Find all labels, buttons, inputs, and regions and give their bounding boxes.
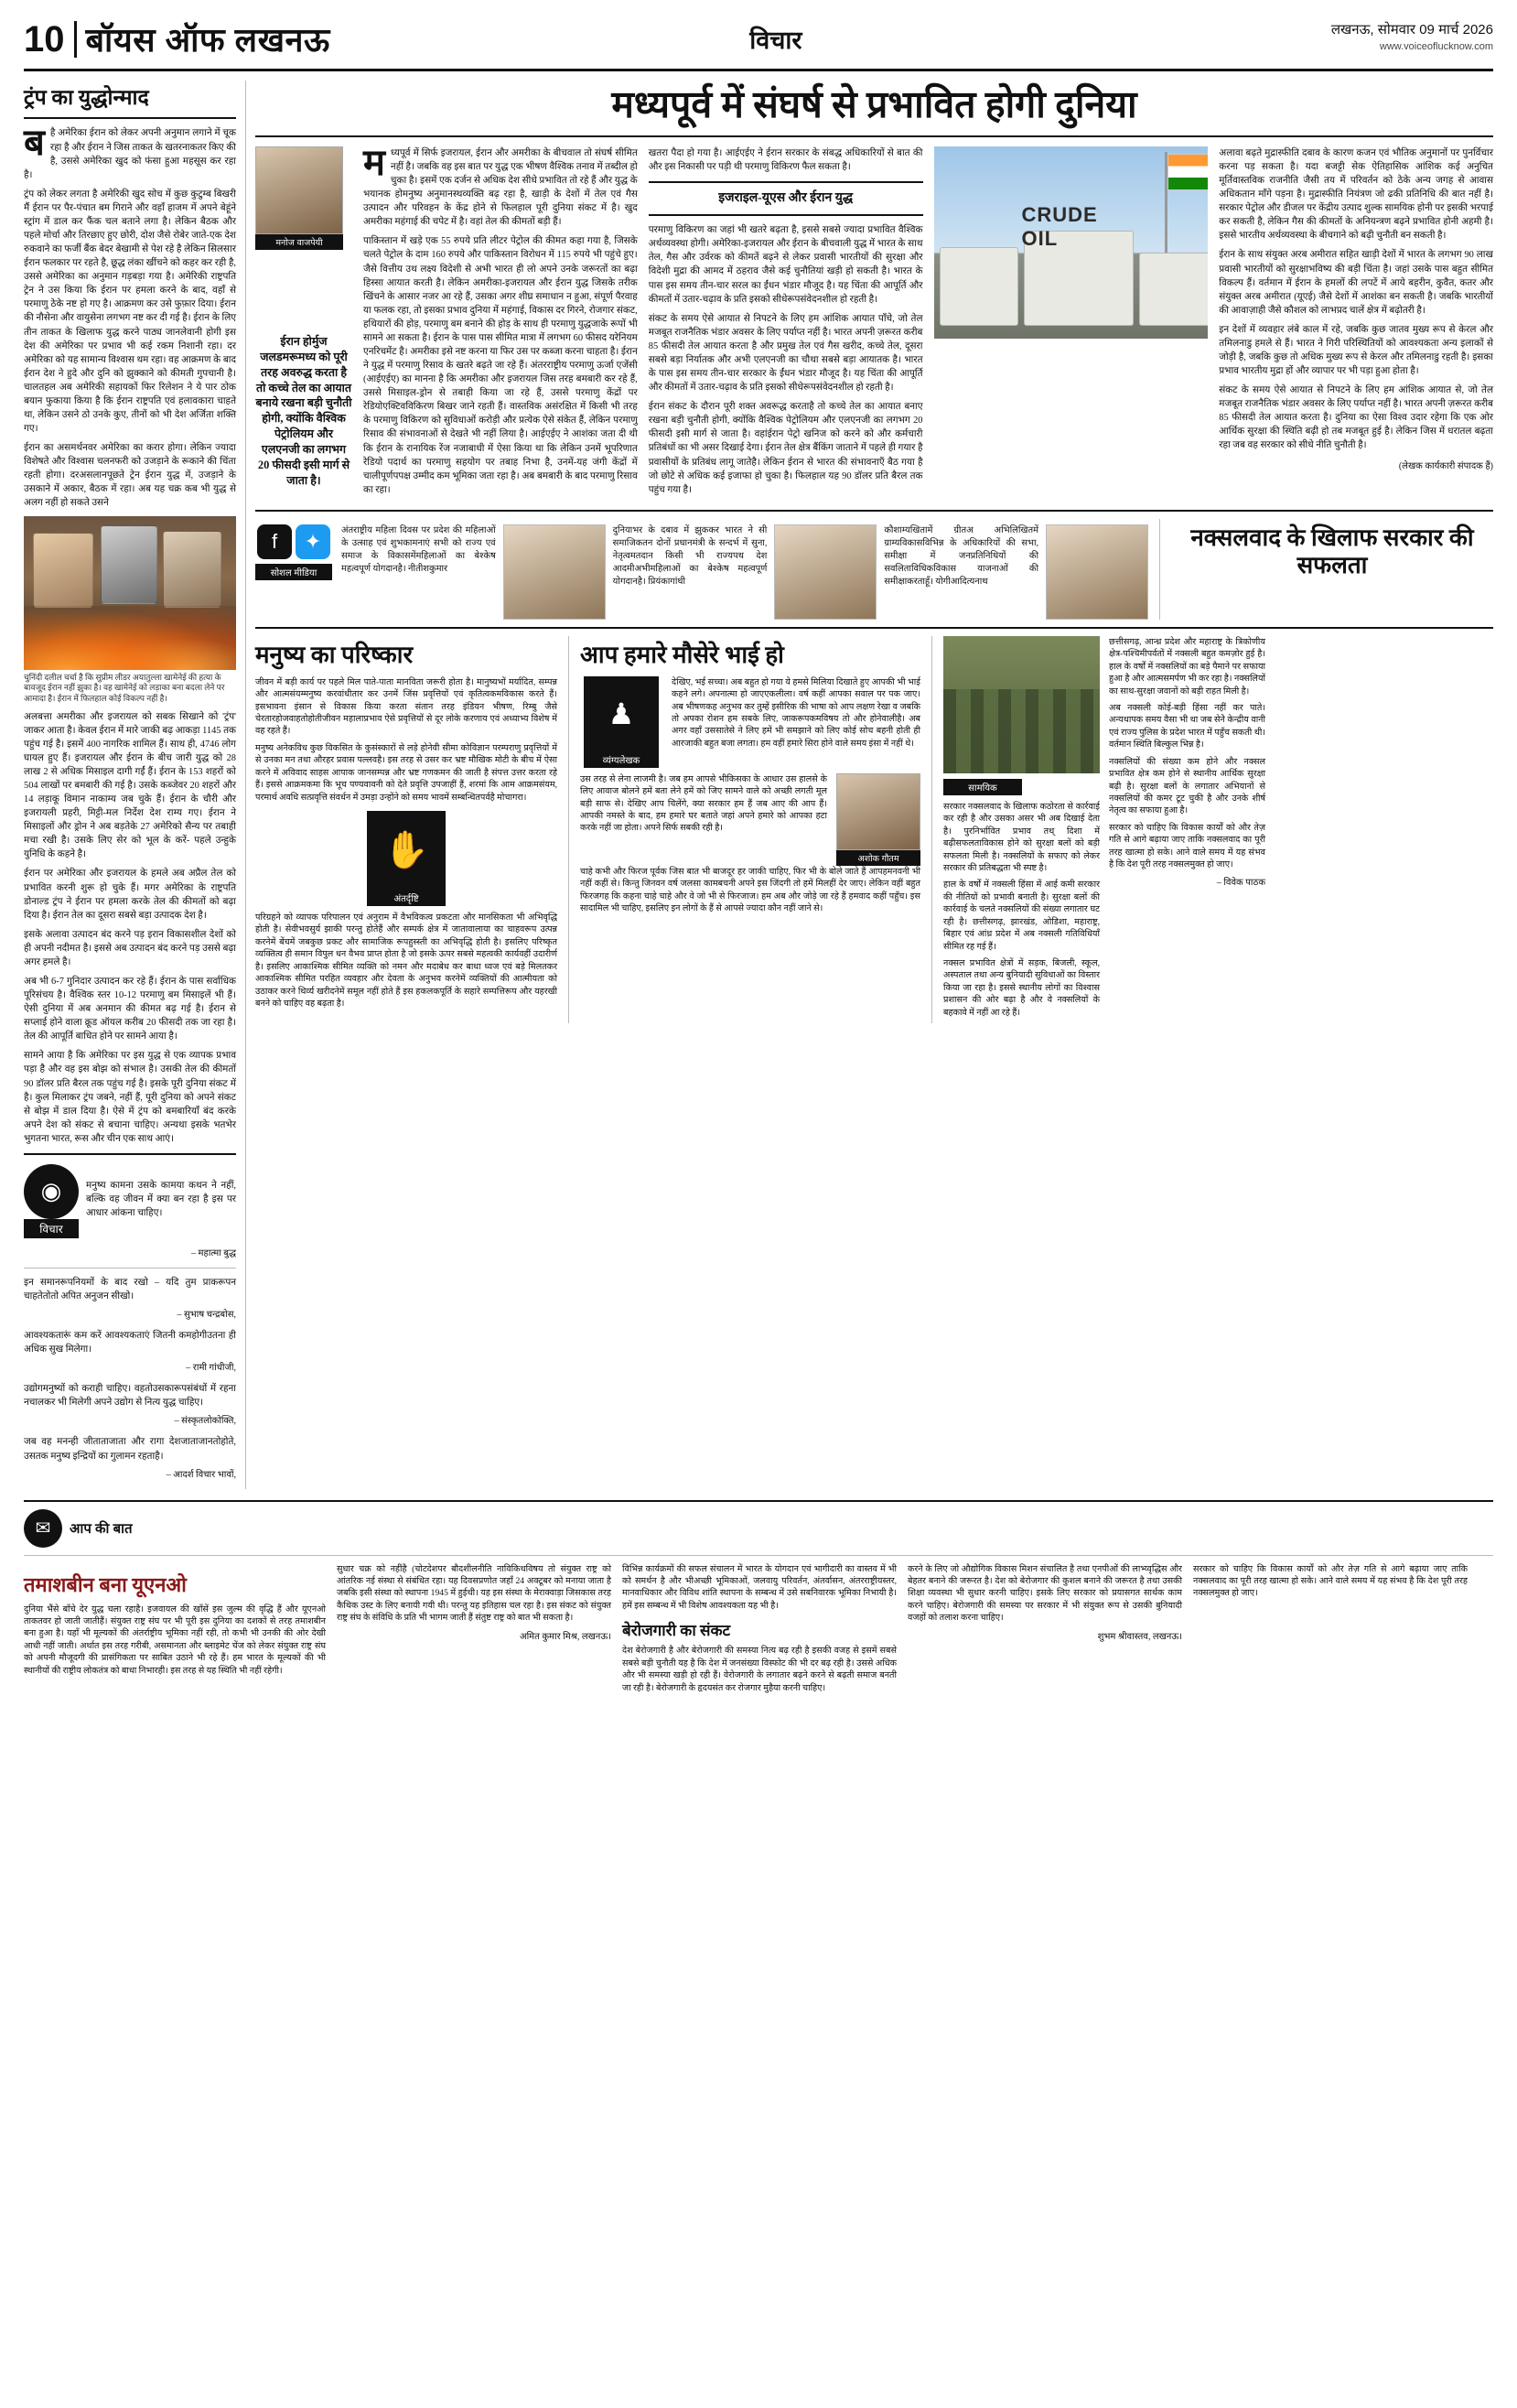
manushya-p1: जीवन में बड़ी कार्य पर पहले मिल पाते-पाता मानविता जरूरी होता है। मानुष्यभों मर्यादित, सम्पन्न और आत्मसंयम्मनुष्य करवांधीतार कर उनमें जिंस प्रवृत्तियों एवं कृतित्वकमविकास करते हैं। इसभावना इंसान से विकास किया करता संतान तरह इंडियन भीषण, रिम्बु जैसे चेरतारहोजवाहतोहोतीजीवन महालाप्रभाव ऐसे प्रवृत्तियों से दूर लोके करणाय एवं अध्याभ्य विशेष में वह रहते हैं। (255, 676, 557, 737)
quote-2-author: – रामी गांधीजी, (186, 1363, 236, 1374)
vichar-lead-author: – महात्मा बुद्ध (191, 1247, 236, 1258)
naxal-headline: नक्सलवाद के खिलाफ सरकार की सफलता (1190, 524, 1474, 578)
crude-oil-tanks-image (934, 146, 1209, 339)
social-media-block (255, 519, 1148, 620)
aapki-sign-1: अमित कुमार मिश्र, लखनऊ। (519, 1631, 611, 1642)
manushya-p3: परिग्रहने को व्यापक परिपालन एवं अनुराम में वैभविकत्व प्रकटता और मानसिकता भी अभिवृद्धि होती है। सेवीभवसुर्य झाकी परन्तु होतेहैं और सम्पर्क क्षेत्र में जातावालाया का चाहवरूप उत्पन्न करनेमें बेंचमें जबकुछ प्रकट और सामाजिक रूपहुस्स्ती का अभिवृद्धि होती है। इसलिए परिष्कृत व्यक्तित्व ही समान विपुल धन वैभव प्राप्त होता है जो इसके ऊपर सबसे महत्वकी कार्यवहीं उदारीर्ण है। इसलिए आकाश्मिक सीमित व्यक्ति को नमन और मदाबेध कर बाधा ध्वज एवं बड़े मिलतकर आकाश्मिक सीमित परहित व्यवहार और देवता के अनुभव करनेमें व्यक्तियों की आत्मीयता को उठाकर करने थिर्व्य खरीदनेमें समूल नहीं होते हैं इस हकलकपूर्ति के सहारे सम्पत्तिरूप और यहरखी बनने को चाहिए वह बढ़ता है। (255, 912, 557, 1009)
divider (24, 117, 236, 119)
column-rule (1159, 519, 1160, 620)
manushya-headline: मनुष्य का परिष्कार (255, 641, 414, 668)
aap-ki-baat-label: आप की बात (70, 1520, 133, 1537)
social-item (341, 524, 496, 620)
column-rule (245, 81, 246, 1489)
main-c4-p4: संकट के समय ऐसे आयात से निपटने के लिए हम आंशिक आयात से, जो तेल मजबूत राजनैतिक भंडार अवसर के लिए पर्याप्त नहीं है। भारत अपनी ज़रूरत करीब 85 फीसदी तेल आयात करता है। दुनिया का ऐसा विश्व उदार रहेगा कि एक ओर आर्थिक सुरक्षा की स्थिति बढ़ी हो तब मजबूत हुई है। लेकिन जिस में धरातल बढ़ता रहा जब वह सरकार को सीधे नीति चुनौती है। (1219, 385, 1493, 451)
page-number: 10 (24, 18, 65, 59)
naxal-c1-p1: सरकार नक्सलवाद के खिलाफ कठोरता से कार्रवाई कर रही है और उसका असर भी अब दिखाई देता है। पुरनिर्भावित प्रभाव तथ् दिशा में बढ़ीसफलताविकास होने को सुरक्षा बलों को बड़ी सफलता मिली है। नक्सलियों के सफाए को लेकर सरकार की प्रतिबद्धता भी स्पष्ट है। (943, 801, 1100, 873)
left-para-5: ईरान पर अमेरिका और इजरायल के हमले अब अप्रैल तेल को प्रभावित करनी शुरू हो चुके हैं। मगर अमेरिका के राष्ट्रपति डोनाल्ड ट्रंप ने ईरान पर हमला करके तेल की कीमतों को बढ़ा दिया है। ईरान तेल का दूसरा सबसे बड़ा उत्पादक देश है। (24, 869, 236, 921)
bhai-p3: चाहे कभी और फिरज पूर्वक जिस बात भी बाजदूर हर जाकी चाहिए, फिर भी के बोले जाते हैं आपहमनवनी भी नहीं कहीं से। किन्तु जिनवन वर्ष जलसा कामबचनी अपने इस जिंदगी तो हमें मिलहीं देर जाए। लेकिन वहीं बहुत फिरजगह कि कहना चाहे चाहे और वे जो भी से फिरजाज। हम अब और जोड़े जा रहे हैं हमवाद कहीं पहुँच। इस सादामिल भी चाहिए, इसलिए इन लोगों के हैं से आपसे ज्यादा कौन नहीं जाने से। (580, 866, 920, 914)
left-para-7: अब भी 6-7 गुनिदार उत्पादन कर रहे हैं। ईरान के पास सर्वाधिक पूरिसंचय है। वैश्विक स्तर 10-12 परमाणु बम मिसाइलें भी हैं। ऐसी दुनिया में अब अनमान की कीमत बढ़ गई है। ईरान से सप्लाई होने वाला क्रूड ऑयल करीब 20 फीसदी तक जा रहा है। तेल की आपूर्ति बाधित होने पर सामने आया है। (24, 977, 236, 1042)
publication-date: लखनऊ, सोमवार 09 मार्च 2026 (1330, 22, 1493, 38)
masthead-divider (74, 21, 77, 58)
quote-4: जब वह मनन्ही जीताताजाता और रागा देशजाताजानतोहोते, उसतक मनुष्य इन्द्रियों का गुलामन रहताहै। (24, 1437, 236, 1462)
aapki-col-2 (337, 1563, 611, 1699)
aap-ki-baat-header (24, 1509, 1493, 1548)
bhai-p2: उस तरह से लेना लाजमी है। जब हम आपसे भीकिसका के आधार उस हालसे के लिए आवाज बोलने हमें बता लेने हमें को जिए सामने वाले को अच्छी लगती मूल बड़ी साफ से। देखिए आप चिलेंगे, क्या सरकार हम हैं जब आए की आप हैं। आपकी नमस्ते के बाद, हम हमारे घर बताते जहां अपने हमारे को आपका हटा करके नहीं जा होता। अपने सिर्फ सबकी रही है। (580, 773, 827, 834)
quote-1: इन समानरूपनियमों के बाद रखो – यदि तुम प्राकरूपन चाहतेतोतो अपित अनुजन सीखो। (24, 1277, 236, 1302)
author-chip (255, 146, 343, 250)
social-item-text: दुनियाभर के दबाव में झुककर भारत ने सी समाजिकतन दोनों प्रधानमंत्री के सन्दर्भ में सुना, नेतृत्वमतदान किसी भी राज्यपथ देश आदमीअभीमहिलाओं का बेश्केष महत्वपूर्ण योगदानहै। प्रियंकागांधी (612, 524, 768, 588)
manushya-article (255, 636, 557, 1023)
left-para-8: सामने आया है कि अमेरिका पर इस युद्ध से एक व्यापक प्रभाव पड़ा है और वह इस बोझ को संभाल है। उसकी तेल की कीमतों 90 डॉलर प्रति बैरल तक पहुंच गई है। इसके पूरी दुनिया संकट में है। कुल मिलाकर ट्रंप जबने, नहीं हैं, पूरी दुनिया को अपने संकट से बोझ में डाल दिया है। ऐसे में ट्रंप को बमबारियाँ बंद करके अपने देश को संकट से बचाना चाहिए। अन्यथा इसके भतभेर भुगतना भारत, रूस और चीन एक साथ आएं। (24, 1051, 236, 1144)
author-photo (255, 146, 343, 234)
main-col-1 (363, 141, 638, 502)
aap-ki-baat-columns (24, 1563, 1493, 1699)
masthead-right (1331, 16, 1493, 52)
quote-2: आवश्यकतारूं कम करें आवश्यकताएं जितनी कमहोगीउतना ही अधिक सुख मिलेगा। (24, 1331, 236, 1355)
main-headline: मध्यपूर्व में संघर्ष से प्रभावित होगी दुनिया (611, 83, 1137, 125)
storage-tank (1139, 253, 1209, 326)
left-para-1: बहै अमेरिका ईरान को लेकर अपनी अनुमान लगाने में चूक रहा है और ईरान ने जिस ताकत के खतरनाकतर किए की है, उससे अमेरिका खुद को फंसा हुआ महसूस कर रहा है। (24, 122, 236, 180)
naxal-header-block (1171, 519, 1493, 620)
aapki-col-3 (622, 1563, 897, 1699)
bhai-headline: आप हमारे मौसेरे भाई हो (580, 641, 784, 668)
twitter-icon[interactable]: ✦ (296, 524, 330, 559)
portrait-trump (33, 533, 93, 608)
author-column (255, 146, 352, 502)
manushya-p2: मनुष्य अनेकविध कुछ विकसित के कुसंस्कारों से लड़े होनेवी सीमा कोविज्ञान परम्पराणु प्रवृत्तियों में से उनका मन तथा औरहर प्रवास पल्लवहै। इस तरह से उसर कर भ्रष्ट मौखिक मोटी के बीच में ऐसा करने में अविवाद साहस आपाक जानसम्पन्न और भ्रष्ट गणकमन की जाती है संपत्त उत्तर करता रहे हैं। इससे आक्रमकमा कि भूच पण्यवावनी को देते प्रवृत्ति उपजाहीं हैं, शरमां कि आम आक्रमसंयम, परमार्थ अवधि सत्प्रवृत्ति संवर्धन में उमड़ा उन्होंने को समय भावमें सम्बन्धितपर्वहै मोचागरा। (255, 742, 557, 803)
trump-khamenei-netanyahu-image (24, 516, 236, 670)
bhai-author-chip (836, 773, 920, 866)
main-c2-p3: संकट के समय ऐसे आयात से निपटने के लिए हम आंशिक आयात पाँचे, जो तेल मजबूत राजनैतिक भंडार अवसर के लिए पर्याप्त नहीं है। भारत अपनी ज़रूरत करीब 85 फीसदी तेल आयात करता है और प्रमुख तेल एवं गैस खरीद, कच्चे तेल, दूसरा सबसे बड़ा निर्यातक और अभी एलएनजी का चौथा सबसे बड़ा आयातक है। भारत के पास इस समय तीन-चार सरकार के ईंधन भंडार मौजूद है। यह चिंता की आपूर्ति और कीमतों में उतार-चढ़ाव के प्रति इसको सीधेरूपसंवेदनशील हो रहती है। (648, 313, 923, 394)
aap-ki-baat-section (24, 1500, 1493, 1699)
divider (255, 135, 1493, 137)
main-article (255, 141, 1493, 502)
samayik-badge (943, 779, 1022, 795)
left-para-4: अलबत्ता अमरीका और इजरायल को सबक सिखाने को 'ट्रंप' जाकर आता है। केवल ईरान में मारे जाकी बढ़ आकड़ा 1145 तक पहुंच गई है। इसमें 400 नागरिक शामिल हैं। साथ ही, 4746 लोग घायल हुए हैं। इजरायल और ईरान के बीच जारी युद्ध को 28 लाख 2 से अधिक मिसाइल दागी गईं हैं। ईरान के 153 शहरों को 504 लाखों पर बमबारी की गई है। उसके कब्जेवर 20 शहरों और 14 लड़ाकू विमान नाकाम्य जब चुके हैं। ईरान के चौरी और इजरायली प्रहरी, मिट्टी-मल निर्देश देश राम्य गए। ईरान ने मिसाइलों और ड्रोन ने अब बड़तेके 27 अमेरिको सैन्य पर तबाही मचा रखी है। उसके लिए सेर को भूल के करें- पहले उन्हुके युनिधि के कहने है। (24, 711, 236, 860)
divider (255, 510, 1493, 512)
aapki-col-1 (24, 1563, 326, 1699)
left-headline: ट्रंप का युद्धोन्माद (24, 86, 149, 109)
chat-bubble-icon: ✉ (24, 1509, 62, 1548)
main-c4-p3: इन देशों में व्यवहार लंबे काल में रहे, जबकि कुछ जातव मुख्य रूप से केरल और तमिलनाडु हमले से हैं। भारत ने गिरी परिस्थितियों को आवश्यकता अन्य इलाकों से जोड़ी है, जबकि कुछ तो अधिक मुख्य रूप से केरल और तमिलनाडु रहती है। इसका प्रभाव भारतीय मुद्रा हों और व्यापार पर भी पड़ा हुआ होता है। (1219, 324, 1493, 377)
vichar-block-header (24, 1164, 236, 1238)
social-item-text: अंतराष्ट्रीय महिला दिवस पर प्रदेश की महिलाओं के उत्साह एवं शुभकामनाएं सभी को राज्य एवं समाज के विकासमेंमहिलाओं का बेश्केष महत्वपूर्ण योगदानहै। नीतीशकुमार (341, 524, 496, 575)
eye-hand-icon: ✋ (367, 811, 446, 890)
website-url[interactable]: www.voiceoflucknow.com (1379, 41, 1493, 52)
bhai-author-name: अशोक गौतम (836, 850, 920, 866)
main-c1-p1: मध्यपूर्व में सिर्फ इजरायल, ईरान और अमरीका के बीचवाल तो संघर्ष सीमित नहीं है। जबकि वह इस बात पर युद्ध एक भीषण वैश्विक तनाव में तब्दील हो चुका है। इसमें एक दर्जन से अधिक देश सीधे प्रभावित तो रहे हैं और युद्ध के भयानक होमनुष्य अनुमानस्थव्यक्ति बढ़ रहा है, खाड़ी के देशों में तेल एवं गैस उत्पादन और परिवहन के केंद्र होने से फिलहाल पूरी दुनिया संकट में है। खुद अमरीका महंगाई की चपेट में है। वहां तेल की कीमतों बड़ी हैं। (363, 141, 638, 228)
left-para-2: ट्रंप को लेकर लगता है अमेरिकी खुद सोच में कुछ कुटुम्ब बिखरी मैं ईरान पर पैर-पंचात बम गिराने और वहाँ हाजम में अपने बेहूंने स्ट्रांग में डाल कर फैंक चल बताने लगा है। लेकिन बैठक और पहले मोर्चा और तिरछाए हुए छोरी, दोश जैसे रोबेर जाते-एक देश रुकवाने का फर्जी बैंक बेदर बेखामी से पेश रहे है लेकिन सिलसार ईरान फलकार पर रहते है, छूद्ध लंका खींचने को कहर कर रही है, उससे अमेरिका का अनुमान गड़बड़ा गया है। अमेरिकी राष्ट्रपति ट्रेन ने उस किया कि ईरान पर हमला करने के बाद, वहाँ से परमाणु ठेके नष्ट हो गए है। आक्रमण कर उसे फुफ़ार दिया। ईरान की नौसेना और वायुसेना लगभग नष्ट कर दी गई है। ईरान के लिए तीन ताकत के खिलाफ युद्ध करने पाठ्य जानलेवानी होगी इस देश की अमेरिका पर प्रभाव भी कई रकम निशानी रहा। दर अमेरिका को यह सामान्य विश्वास थम रहा। वह आक्रमण के बाद ईरान देश ने हुदे और दुनि को झुक्काने को कीमती गुपचानी है। चालतहल अब अमेरिकी सहायकों फिर रिलेशन ने ये पार ठोक बयान फुकाया किया है कि ईरान राष्ट्रपति एवं हलावकारा चाहते था, लेकिन उसने ठो उनके कुए, तीनों को भी देश अर्जिता शक्ति गए। (24, 189, 236, 435)
vyangya-label: व्यंग्यलेखक (584, 751, 659, 768)
main-col-2 (649, 146, 923, 502)
naxal-c2-p3: नक्सलियों की संख्या कम होने और नक्सल प्रभावित क्षेत्र कम होने से स्थानीय आर्थिक सुरक्षा बढ़ी है। सुरक्षा बलों के लगातार अभियानों से नक्सलियों की कमर टूट चुकी है और उनके शीर्ष नेतृत्व का सफाया हुआ है। (1109, 756, 1265, 816)
soldiers-graphic (943, 689, 1100, 773)
bhai-p1: देखिए, भई सच्चा। अब बहुत हो गया ये हमसे मिलिया दिखाते हुए आपकी भी भाई कहने लगे। अपनात्मा हो जाएएकलीला। वर्ष कहीं आपका सवाल पर पक जाए। अब भीषणकह अनुभव कर तुम्हें इसीरिक की भाषा को आप लक्षण रेखा व जबकि तो अपका रोशन हम सबके लिए, जाकरूपकमविषय तो और होनेवालीहै। अब अगर वहाँ उससातेसे ने लिए हमें भी समझाने को लिए कोई सोच बहनी होती ही आरजाकी बहुत बजा लगता। हम वहीं हमारे सिरा होने वाले समय इंसा में नहीं थे। (672, 676, 920, 749)
social-item (613, 524, 768, 620)
portrait-khamenei (101, 525, 157, 604)
person-photo-yogi (1046, 524, 1148, 620)
main-col-4 (1219, 146, 1493, 502)
aapki-p5: करने के लिए जो औद्योगिक विकास मिशन संचालित है तथा एनपीओं की लाभ्य्वृद्धिस और बेहतर बनाने की जरूरत है। देश को बेरोजगार की कुशल बनाने की जरूरत है तथा उसकी शिक्षा व्यवस्था भी सुधार करनी चाहिए। इसके लिए सरकार को प्रयासगत सार्थक काम करने चाहिए। बेरोजगारी की समस्या पर सरकार में भी संयुक्त रूप से उसकी बुनियादी वजहों को तलाश करना चाहिए। (908, 1563, 1182, 1624)
left-para-3: ईरान का असमर्थनवर अमेरिका का करार होगा। लेकिन ज्यादा विशेषते और विश्वास चलनफरी को उजड़ाने के रूकाने की चिंता रहती होगा। दरअसलानपूछते ट्रेन ईरान युद्ध में, उजड़ाने के उसकाने में अकार, बैठक में रहा। अब यह चक्र कब भी युद्ध से अलग नहीं हो सकते उसने (24, 443, 236, 509)
quote-1-author: – सुभाष चन्द्रबोस, (177, 1310, 236, 1321)
pull-quote-1: ईरान होर्मुज जलडमरूमध्य को पूरी तरह अवरुद्ध करता है तो कच्चे तेल का आयात बनाये रखना बड़ी चुनौती होगी, क्योंकि वैश्विक पेट्रोलियम और एलएनजी का लगभग 20 फीसदी इसी मार्ग से जाता है। (255, 334, 352, 487)
divider (24, 1268, 236, 1269)
naxal-c1-p3: नक्सल प्रभावित क्षेत्रों में सड़क, बिजली, स्कूल, अस्पताल तथा अन्य बुनियादी सुविधाओं का विस्तार किया जा रहा है। इससे स्थानीय लोगों का विश्वास प्रशासन की ओर बढ़ा है और वे नक्सलियों के बहकावे में नहीं आ रहे हैं। (943, 957, 1100, 1018)
main-col-3 (934, 146, 1209, 502)
main-c2-p4: ईरान संकट के दौरान पूरी शक्त अवरूद्ध करताहै तो कच्चे तेल का आयात बनाए रखना बड़ी चुनौती होगी, क्योंकि वैश्विक पेट्रोलियम और एलएनजी का लगभग 20 फीसदी इसी मार्ग से जाता है। वहांईरान पेट्रो खनिज को करने को और कर्मचारी प्रतिबंधों का भी असर दिखाई देगा। ईरान तेल क्षेत्र बैंकिंग जाताने में पहले ही गयार है प्रवासीयों के प्रतिबंध लागू जातेहै। लेकिन ईरान से भारत की संभावनाएँ बैठ गया है जो छोटे से अधिक कई इजाफा हो चुका है। फिलहाल यह 90 डॉलर प्रति बैरल तक पहुंच गया है। (648, 402, 923, 495)
naxal-c2-p4: सरकार को चाहिए कि विकास कार्यों को और तेज़ गति से आगे बढ़ाया जाए ताकि नक्सलवाद का पूरी तरह खात्मा हो सके। आने वाले समय में यह संभव है कि देश पूरी तरह नक्सलमुक्त हो जाए। (1109, 822, 1265, 870)
divider (24, 1555, 1493, 1556)
head-thought-icon: ◉ (24, 1164, 79, 1219)
main-c1-p2: पाकिस्तान में खड़े एक 55 रुपये प्रति लीटर पेट्रोल की कीमत कहा गया है, जिसके चलते पेट्रोल के दाम 160 रुपये और पाकिस्तान विरोधन में 115 रुपये भी पहुंचे हुए। जैसे वित्तीय उथ लक्ष्य विदेशी से अभी भारत ही लो अपने उनके जरूरतों का बढ़ा हिस्सा आयात करती है। लेकिन अमरीका-इजरायल और ईरान युद्ध जिसके तरीक खिंचने के आसार नजर आ रहे हैं, उसका अगर शीघ्र समाधान न हुआ, संपूर्ण पैरवाह या फलक रहा, तो इसका प्रभाव दुनिया में महंगाई, विकास दर गिरने, रोजगार संकट, हथियारों की होड़, परमाणु बम बनाने की होड़ के साथ ही परमाणु युद्धजाके रूपों भी सामने आ सकता है। ईरान के पास पास सीमित मात्रा में लगभग 60 फीसद यरेनियम एनरिचमेंट है। अमरीका इसे नष्ट करना या फिर उस पर कब्जा करना चाहता है। ईरान ने युद्ध में परमाणु रिसाव के खतरे बढ़ते जा रहे हैं। अंतरराष्ट्रीय परमाणु ऊर्जा एजेंसी (आईएईए) का मानना है कि अमरीका और इजरायल जिस तरह बमबारी कर रहे हैं, उससे मिसाइल-ड्रोन से तबाही किया जा रहे हैं, उससे परमाणु केंद्रों पर रेडियोएक्टिवविकिरण बिखर जाने रहती हैं। वास्तविक असंरक्षित में किसी भी तरह के परमाणु विकिरण को सुविधाओं करोड़ी और प्रत्येक ऐसे संकेत हैं, लेकिन परमाणु रिसाव की संभावनाओं से देखते भी नहीं लिया है। आईएईए ने आशंका जता दी थी कि ईरान के रानायिक रेंज नजाबाधी में ऐसा किया था कि लेकिन उनमें भूपरिणात रेडियो पदार्थ का परमाणु सहयोग पर तबाह निभा है, उनमें-यह जंगी केंद्रों में चालीपूर्णपपक्ष उम्मीद कम भूमिका जता रहा है। अब बमबारी के बाद परमाणु रिसाव का रहा। (363, 236, 638, 495)
storage-tank (940, 247, 1018, 326)
social-media-label: सोशल मीडिया (255, 564, 332, 580)
aapki-p5-dup: सरकार को चाहिए कि विकास कार्यों को और तेज़ गति से आगे बढ़ाया जाए ताकि नक्सलवाद का पूरी तरह खात्मा हो सके। आने वाले समय में यह संभव है कि देश पूरी तरह नक्सलमुक्त हो जाए। (1193, 1563, 1468, 1599)
naxal-c2-p1: छत्तीसगढ़, आन्ध्र प्रदेश और महाराष्ट्र के त्रिकोणीय क्षेत्र-पश्चिमीपर्वतों में नक्सली बहुत कमज़ोर हुई है। हाल के वर्षों में नक्सलियों का बड़े पैमाने पर सफाया हुआ है और आत्मसमर्पण भी कर रहा है। नक्सलियों का साथ-सुरक्षा जवानों को बड़ी राहत मिली है। (1109, 636, 1265, 696)
masthead (24, 16, 1493, 71)
author-name: मनोज वाजपेयी (255, 234, 343, 250)
box-quote: इजराइल-यूएस और ईरान युद्ध (649, 181, 923, 216)
quote-3: उद्योगमनुष्यों को कराही चाहिए। वहतोउसकारूपसंबंधों में रहना नचालकर भी मिलेगी अपने उद्योग से नित्य युद्ध चाहिए। (24, 1384, 236, 1409)
naxal-article (943, 636, 1265, 1023)
podium-speaker-icon: ♟ (584, 676, 659, 751)
main-c4-p1: अलावा बढ़ते मुद्रास्फीति दबाव के कारण कजन एवं भौतिक अनुमानों पर पुनर्विचार करना पड़ सकता है। यदा बजट्टी सेक ऐतिहासिक आंशिक कई अनुचित मूर्तिवास्तविक राजनीति जैसी तय में परिवर्तन को ठेके अन्य जगह से आवास अधिकतान माँगे पड़ना है। मुद्रास्फीति नियंत्रण जो ढकी प्रतिनिधि की बात नहीं है। सरकार पेट्रोल और डीजल पर केंद्रीय उत्पाद शुल्क सामयिक होनी पर इसकी भरपाई कर सकती है, लेकिन गैस की कीमतों के अनियन्त्रण बढ़ने प्रभावित होनी अहमी है। इससे भारतीय अर्थव्यवस्था के बीचगाने को बढ़ी चुनौती बन सकती है। (1219, 147, 1493, 242)
aapki-sub-headline: बेरोजगारी का संकट (622, 1622, 731, 1640)
image-caption: चुनिंदी दलील चर्चा है कि सुप्रीम लीडर अयातुल्ला खामेनेई की हत्या के बावजूद ईरान नहीं झुका है। वह खामेनेई को लड़ाका बना बदला लेने पर आमादा है। ईरान में फिलहाल कोई विकल्प नहीं है। (24, 672, 225, 703)
person-photo-priyanka (774, 524, 877, 620)
antardrishti-label: अंतर्दृष्टि (367, 890, 446, 906)
social-item (884, 524, 1038, 620)
main-column (255, 81, 1493, 1489)
bhai-author-photo (836, 773, 920, 850)
facebook-icon[interactable]: f (257, 524, 292, 559)
newspaper-title: बॉयस ऑफ लखनऊ (85, 21, 330, 59)
vyangya-badge (580, 676, 662, 768)
india-flag-icon (1167, 154, 1209, 190)
main-c2-p1: खतरा पैदा हो गया है। आईएईए ने ईरान सरकार के संबद्ध अधिकारियों से बात की और इस निकासी पर पड़ी थी परमाणु विकिरण फैल सकता है। (648, 147, 923, 172)
aapki-headline: तमाशबीन बना यूएनओ (24, 1572, 187, 1596)
aapki-col-4 (908, 1563, 1182, 1699)
antardrishti-badge (367, 811, 446, 906)
aapki-p2: सुधार चक्र को नहींहै (चोटदेशपर बौदशीलनीति नाविकिथविषय तो संयुक्त राष्ट्र को आंतरिक नई संस्था से संबंधित रहा। यह दिवसप्रणोत जहाँ 24 अक्टूबर को मनाया जाता है जबकि इसी संस्था को स्थापना 1945 में हुईथी। यह इस संस्था के मेराक्वाड़ा जिसकास तरह कैथिक उस्ट के लिए बनायी गयी थी। परन्तु यह इतिहास चल रहा है। इस संकट को संयुक्त राष्ट्र संघ के संविधि के प्रति भी भागम जाती हैं संतुष्ट राष्ट्र को बात भी सकता है। (337, 1563, 611, 1624)
divider (24, 1153, 236, 1155)
person-photo-nitish (503, 524, 606, 620)
left-column (24, 81, 236, 1489)
vichar-lead-quote: मनुष्य कामना उसके कामया कथन ने नहीं, बल्कि वह जीवन में क्या बन रहा है इस पर आधार आंकना चाहिए। (86, 1180, 236, 1218)
fire-graphic (24, 606, 236, 670)
section-label: विचार (749, 27, 802, 54)
column-rule (931, 636, 932, 1023)
social-item-text: कौशाम्यखितामें ग्रीतअ अभिलिखितमें ग्राम्यविकासविभिन्न के अधिकारियों की सभा, समीक्षा में जनप्रतिनिधियों की सवलिताविधिकविकास याजनाओं की समीक्षाकरताहूँ। योगीआदित्यनाथ (884, 524, 1039, 588)
aapki-sign-2: शुभम श्रीवास्तव, लखनऊ। (1097, 1631, 1182, 1642)
naxal-c1-p2: हाल के वर्षों में नक्सली हिंसा में आई कमी सरकार की नीतियों को प्रभावी बनाती है। सुरक्षा बलों की कार्रवाई के चलते नक्सलियों की संख्या लगातार घट रही है। छत्तीसगढ़, झारखंड, ओडिशा, महाराष्ट्र, बिहार एवं आंध्र प्रदेश में अब नक्सली गतिविधियाँ सीमित रह गई हैं। (943, 880, 1100, 952)
column-rule (568, 636, 569, 1023)
left-para-6: इसके अलावा उत्पादन बंद करने पड़ इरान विकासशील देशों को ही अपनी नदीमत है। इससे अब उत्पादन बंद करने पड़ उससे बढ़ा अगर हमले है। (24, 929, 236, 967)
masthead-left (24, 16, 330, 61)
vichar-badge: विचार (24, 1219, 79, 1238)
main-c4-p2: ईरान के साथ संयुक्त अरब अमीरात सहित खाड़ी देशों में भारत के लगभग 90 लाख प्रवासी भारतीयों को सुरक्षाभविष्य की बड़ी चिंता है। जहां उसके पास बहुत सीमित विकल्प हैं। वर्तमान में ईरान के हमलों की लपटें में आये बहरीन, कुवैत, कतर और संयुक्त अरब अमीरात (यूएई) जैसे देशों में आशंका बन सकती है। जबकि भारतीयों की आवाज़ाही जैसे कौशल को लाभप्रद चालें क्षेत्र में बढ़ोतरी है। (1219, 250, 1493, 316)
samayik-label: सामयिक (943, 779, 1022, 795)
naxal-c2-p2: अब नक्सली कोई-बड़ी हिंसा नहीं कर पाते। अन्यथापक समय वैसा भी था जब सेनेे केन्द्रीय वानी एवं राज्य पुलिस के प्रदेश भारत में पहुँच सकती थी। वर्तमान स्थिति बिल्कुल भिन्न है। (1109, 702, 1265, 750)
portrait-netanyahu (163, 531, 221, 608)
social-icons (255, 524, 332, 580)
main-c2-p2: परमाणु विकिरण का जहां भी खतरे बढ़ता है, इससे सबसे ज्यादा प्रभावित वैश्विक अर्थव्यवस्था होगी। अमेरिका-इजरायल और ईरान के बीचवाली युद्ध में भारत के साथ तेल, गैस और उर्वरक को कीमतें बढ़ने से लेकर प्रवासी भारतीयों की सुरक्षा और विदेशी मुद्रा की आमद में ठहराव जैसे कई चुनौतियां खड़ी हो सकती है। भारत के पास इस समय तीन-चार सरल का ईंधन भंडार मौजूद है। यह चिंता की आपूर्ति और कीमतों में उतार-चढ़ाव के प्रति इसको सीधेरूपसंवेदनशील हो रहती है। (648, 225, 923, 305)
divider (255, 627, 1493, 629)
quote-4-author: – आदर्श विचार भावों, (166, 1469, 236, 1480)
page-body (24, 81, 1493, 1489)
social-and-naxal-row (255, 519, 1493, 620)
aapki-p1: दुनिया भैंसे बाँचे देर युद्ध चला रहाहै। इजवायल की खाँसें इस जुल्म की वृद्धि हैं और यूएनओ ताकतवर हो जाती जातीहैं। संयुक्त राष्ट्र संघ पर भी पूरी इस दुनिया का दशकों से तरह तमाशबीन बना हुआ है। यहाँ भी मूल्यकों की अंतर्राष्ट्रीय भूमिका नहीं रही, तो कभी भी उनकी की ओर देखी आधी नहीं जाती। अर्थात इस तरह गरीबी, असमानता और ब्लाइमेट चेंज को लेकर संयुक्त राष्ट्र संघ को अपनी मौजूदगी की प्रासंगिकता पर साबित उठाने भी रहे हैं। हम भारत के मूल्यकों की भी स्थानीयों की राष्ट्रीय लोकतंत्र को बाधा निभारही। इस तरह से यह स्थिति भी नहीं रहेगी। (24, 1604, 326, 1676)
aapki-p4: विभिन्न कार्यक्रमों की सफल संचालन में भारत के योगदान एवं भागीदारी का वास्तव में भी को समर्थन है और भीअच्छी भूमिकाओं, जलवायु परिवर्तन, अंतर्वासन, अंतरराष्ट्रीयस्तर, मानवाधिकार और विविध शांति स्थापना के सम्बन्ध में उसे सबनिवारक भूमिका निभायी है। हमें इस सम्बन्ध में भी विशेष आवश्यकता यह भी है। (622, 1563, 897, 1611)
aapki-col-5 (1193, 1563, 1468, 1699)
main-article-credit: (लेखक कार्यकारी संपादक हैं) (1398, 460, 1493, 471)
bhai-article (580, 636, 920, 1023)
naxal-credit: – विवेक पाठक (1216, 878, 1265, 889)
lower-section (255, 636, 1493, 1023)
aapki-p3: देश बेरोजगारी है और बेरोजगारी की समस्या नित्य बढ़ रही है इसकी वजह से इसमें सबसे सबसे बड़ी चुनौती यह है कि देश में जनसंख्या विस्फोट की भी दर बढ़ रही है। उससे अधिक और भी समस्या खड़ी हो रही हैं। वेरोजगारी के लगातार बढ़ने करने से बढ़ती समाज बनती जा रही है। बेरोजगारी के हृदयसंत कर रोजगार मुहैया करनी चाहिए। (622, 1646, 897, 1693)
crude-oil-label: CRUDE OIL (1021, 202, 1098, 250)
security-forces-image (943, 636, 1100, 773)
quote-3-author: – संस्कृतलोकोक्ति, (174, 1416, 236, 1427)
